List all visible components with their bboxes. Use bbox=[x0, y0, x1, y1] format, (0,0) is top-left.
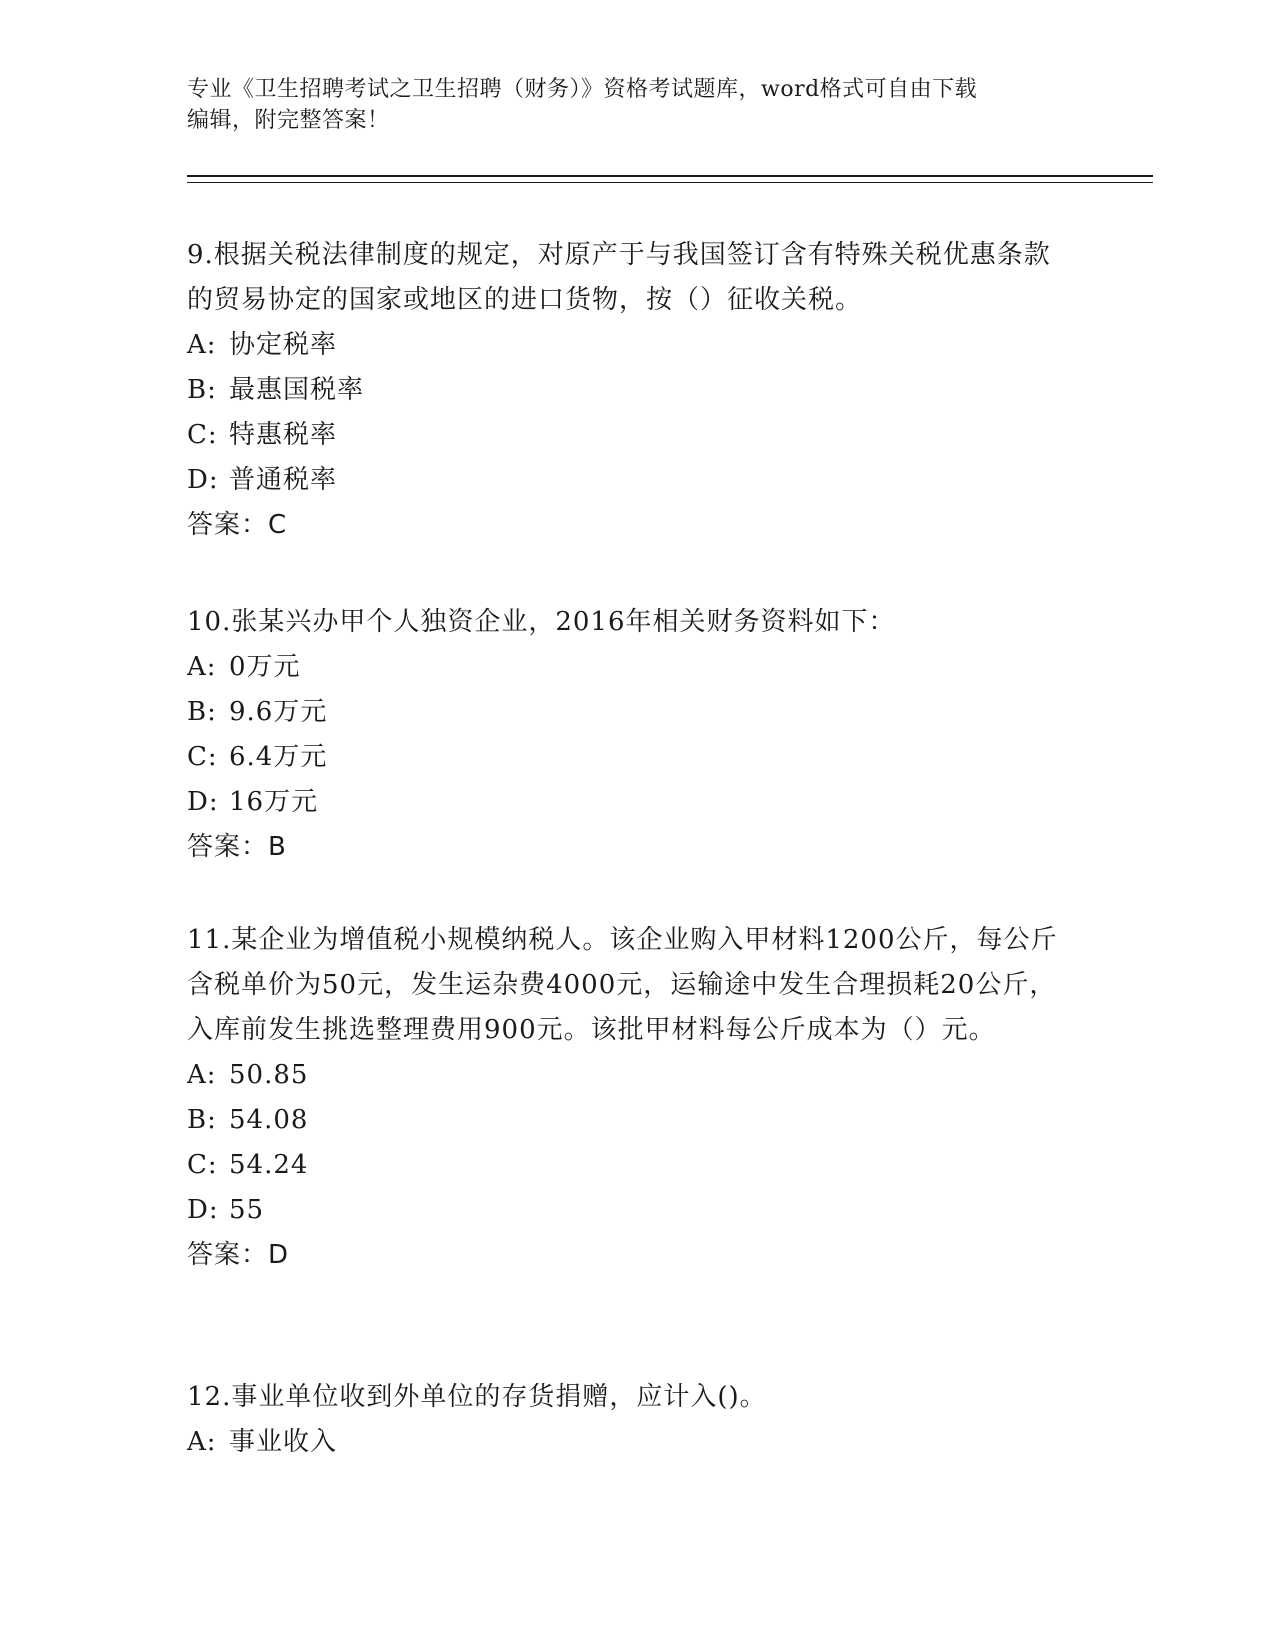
option-text: 协定税率 bbox=[229, 330, 338, 360]
option-text: 0万元 bbox=[229, 652, 301, 682]
option-key: A: bbox=[187, 330, 217, 360]
option-key: A: bbox=[187, 652, 217, 682]
option-key: A: bbox=[187, 1427, 217, 1457]
option-text: 9.6万元 bbox=[229, 697, 328, 727]
option-b bbox=[187, 1098, 1067, 1143]
option-key: D: bbox=[187, 1195, 219, 1225]
option-c bbox=[187, 1143, 1067, 1188]
header-line-1: 专业《卫生招聘考试之卫生招聘（财务）》资格考试题库，word格式可自由下载 bbox=[187, 77, 978, 102]
option-text: 6.4万元 bbox=[229, 742, 328, 772]
option-c bbox=[187, 413, 1067, 458]
header-line-2: 编辑，附完整答案！ bbox=[187, 108, 390, 133]
option-key: C: bbox=[187, 420, 218, 450]
option-key: D: bbox=[187, 465, 219, 495]
header-divider bbox=[187, 175, 1153, 183]
option-text: 最惠国税率 bbox=[229, 375, 365, 405]
option-a bbox=[187, 1420, 1067, 1465]
option-key: B: bbox=[187, 1105, 217, 1135]
option-text: 16万元 bbox=[229, 787, 319, 817]
option-a bbox=[187, 645, 1067, 690]
option-text: 54.08 bbox=[229, 1105, 309, 1135]
question-11 bbox=[187, 918, 1067, 1278]
question-stem: 11.某企业为增值税小规模纳税人。该企业购入甲材料1200公斤，每公斤含税单价为50元，发生运杂费4000元，运输途中发生合理损耗20公斤，入库前发生挑选整理费用900元。该批甲材料每公斤成本为（）元。 bbox=[187, 925, 1058, 1045]
option-d bbox=[187, 1188, 1067, 1233]
option-key: A: bbox=[187, 1060, 217, 1090]
option-key: C: bbox=[187, 742, 218, 772]
document-header bbox=[187, 74, 1077, 136]
question-10 bbox=[187, 600, 1067, 870]
answer-line: 答案：B bbox=[187, 832, 287, 862]
question-stem: 9.根据关税法律制度的规定，对原产于与我国签订含有特殊关税优惠条款的贸易协定的国家或地区的进口货物，按（）征收关税。 bbox=[187, 240, 1051, 315]
option-d bbox=[187, 458, 1067, 503]
option-text: 事业收入 bbox=[229, 1427, 338, 1457]
question-stem: 10.张某兴办甲个人独资企业，2016年相关财务资料如下： bbox=[187, 607, 896, 637]
question-9 bbox=[187, 233, 1067, 548]
answer-line: 答案：C bbox=[187, 510, 288, 540]
option-b bbox=[187, 368, 1067, 413]
option-a bbox=[187, 1053, 1067, 1098]
question-12 bbox=[187, 1375, 1067, 1465]
option-text: 54.24 bbox=[229, 1150, 309, 1180]
answer-line: 答案：D bbox=[187, 1240, 290, 1270]
option-b bbox=[187, 690, 1067, 735]
option-d bbox=[187, 780, 1067, 825]
option-c bbox=[187, 735, 1067, 780]
option-key: C: bbox=[187, 1150, 218, 1180]
option-text: 普通税率 bbox=[229, 465, 338, 495]
option-key: D: bbox=[187, 787, 219, 817]
question-stem: 12.事业单位收到外单位的存货捐赠，应计入()。 bbox=[187, 1382, 767, 1412]
option-text: 特惠税率 bbox=[229, 420, 338, 450]
option-a bbox=[187, 323, 1067, 368]
option-key: B: bbox=[187, 375, 217, 405]
option-key: B: bbox=[187, 697, 217, 727]
option-text: 50.85 bbox=[229, 1060, 309, 1090]
option-text: 55 bbox=[229, 1195, 265, 1225]
